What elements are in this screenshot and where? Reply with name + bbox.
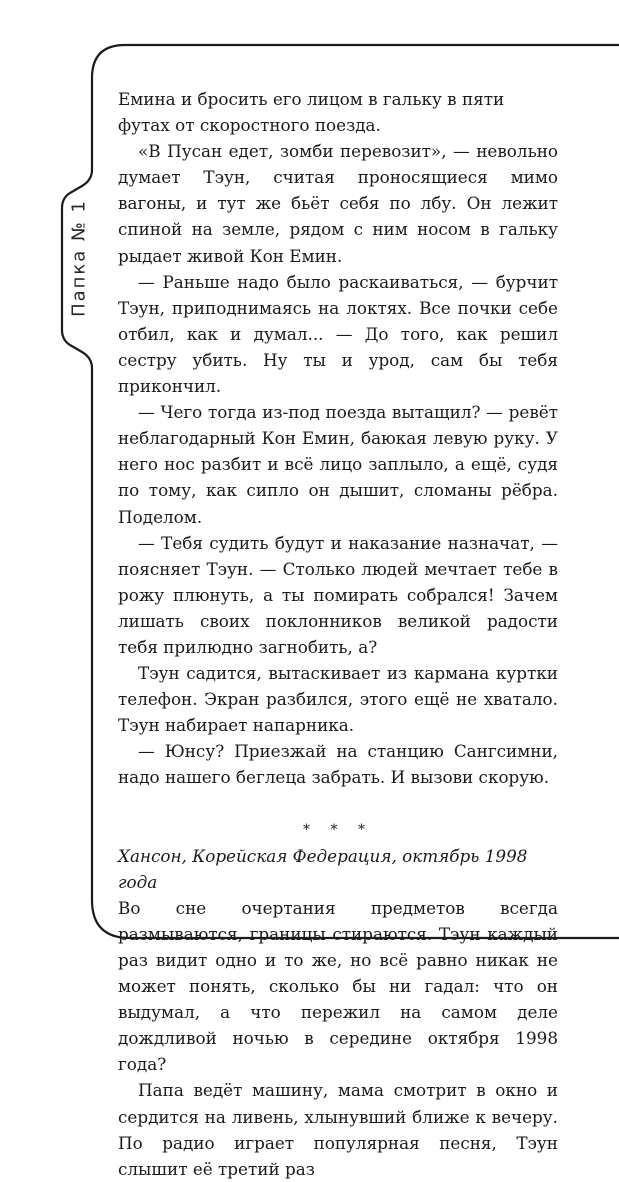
paragraph: Во сне очертания предметов всегда размываются, границы стираются. Тэун каждый раз видит одно и то же, но всё равно никак не может понять, сколько бы ни гадал: что он выдумал, а что пережил на самом деле дождливой ночью в середине октября 1998 года? (118, 897, 558, 1075)
paragraph: Емина и бросить его лицом в гальку в пяти футах от скоростного поезда. (118, 89, 505, 136)
paragraph: — Тебя судить будут и наказание назначат, — поясняет Тэун. — Столько людей мечтает тебе в рожу плюнуть, а ты помирать собрался! Зачем лишать своих поклонников великой радости тебя прилюдно загнобить, а? (118, 532, 558, 657)
paragraph: Тэун садится, вытаскивает из кармана куртки телефон. Экран разбился, этого ещё не хватало. Тэун набирает напарника. (118, 663, 558, 736)
section-heading: Хансон, Корейская Федерация, октябрь 1998 года (118, 845, 528, 892)
page-text (118, 86, 558, 1182)
section-separator: * * * (303, 821, 373, 838)
paragraph: — Раньше надо было раскаиваться, — бурчит Тэун, приподнимаясь на локтях. Все почки себе отбил, как и думал... — До того, как решил сестру убить. Ну ты и урод, сам бы тебя прикончил. (118, 271, 558, 397)
paragraph: «В Пусан едет, зомби перевозит», — невольно думает Тэун, считая проносящиеся мимо вагоны, и тут же бьёт себя по лбу. Он лежит спиной на земле, рядом с ним носом в гальку рыдает живой Кон Емин. (118, 141, 558, 266)
paragraph: — Юнсу? Приезжай на станцию Сангсимни, надо нашего беглеца забрать. И вызови скорую. (118, 741, 558, 788)
paragraph: — Чего тогда из-под поезда вытащил? — ревёт неблагодарный Кон Емин, баюкая левую руку. У него нос разбит и всё лицо заплыло, а ещё, судя по тому, как сипло он дышит, сломаны рёбра. Поделом. (118, 402, 558, 527)
folder-tab-label: Папка № 1 (68, 199, 90, 317)
paragraph: Папа ведёт машину, мама смотрит в окно и сердится на ливень, хлынувший ближе к вечеру. По радио играет популярная песня, Тэун слышит её третий раз (118, 1080, 558, 1179)
